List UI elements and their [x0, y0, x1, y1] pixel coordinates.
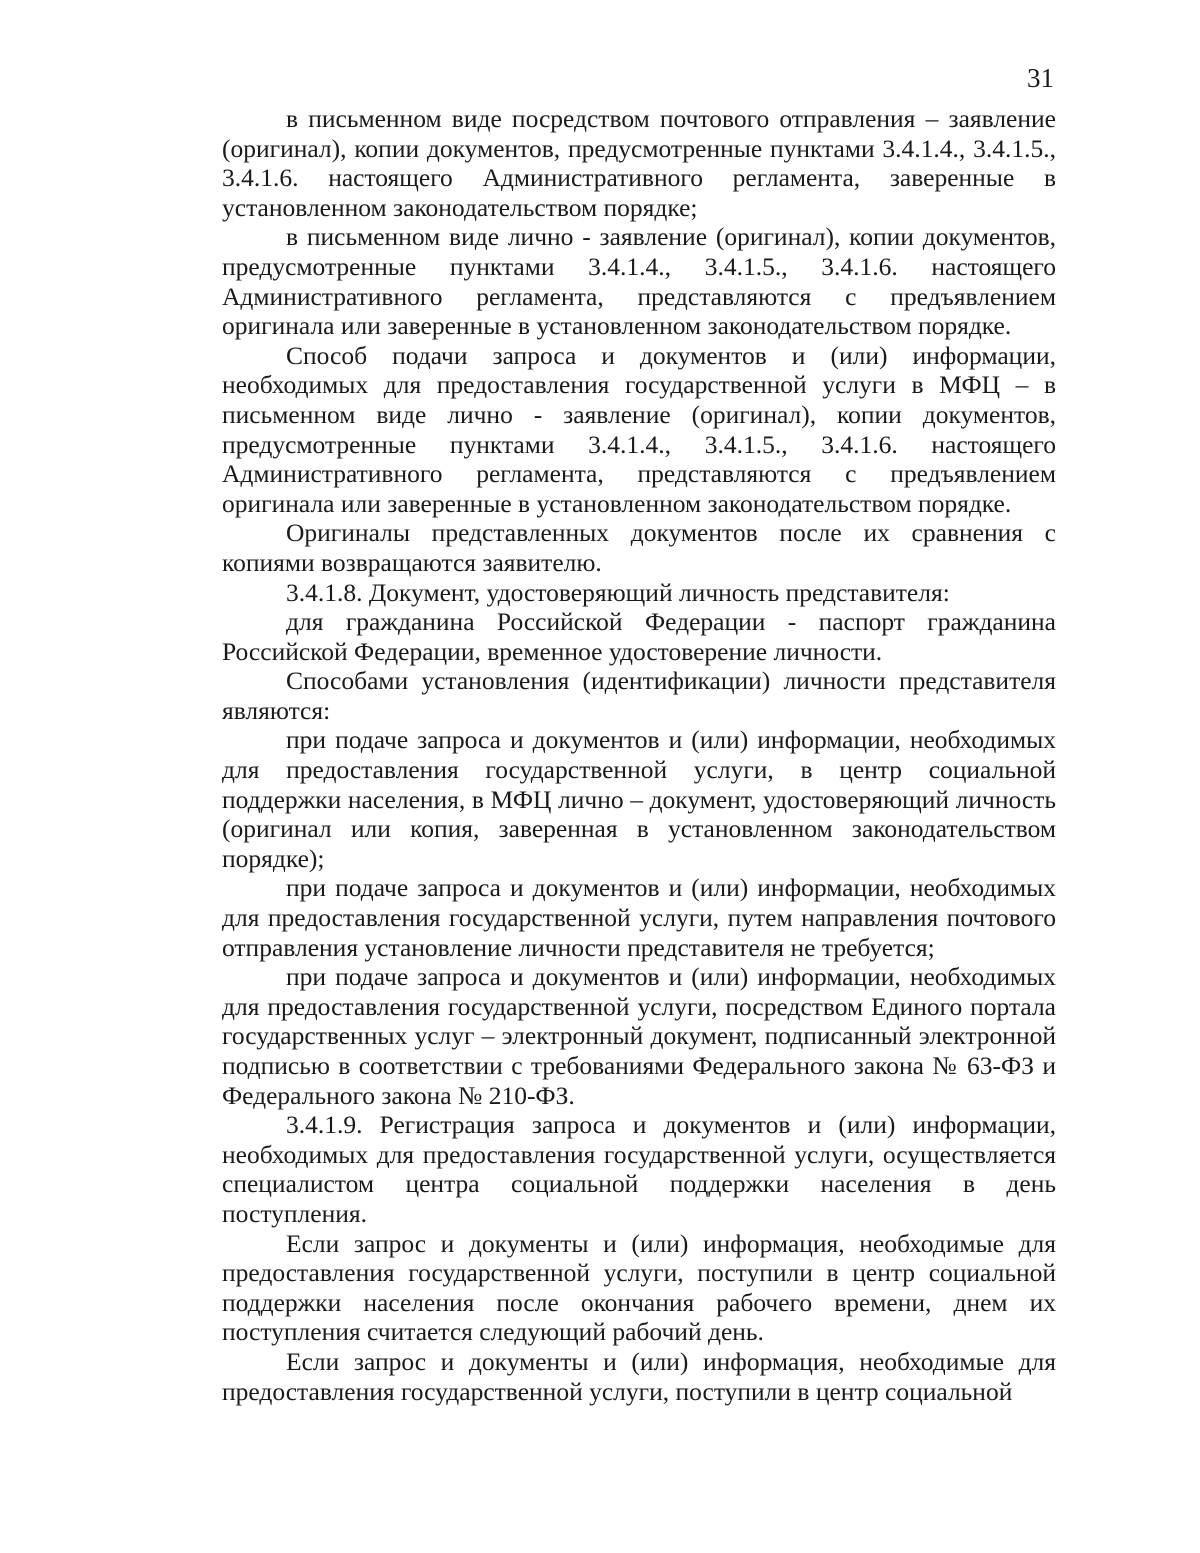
- document-body: [222, 104, 1056, 1406]
- paragraph-identification-in-person: при подаче запроса и документов и (или) информации, необходимых для предоставления государственной услуги, в центр социальной поддержки населения, в МФЦ лично – документ, удостоверяющий личность (оригинал или копия, заверенная в установленном законодательством порядке);: [222, 725, 1056, 873]
- paragraph-identification-portal: при подаче запроса и документов и (или) информации, необходимых для предоставления государственной услуги, посредством Единого портала государственных услуг – электронный документ, подписанный электронной подписью в соответствии с требованиями Федерального закона № 63-ФЗ и Федерального закона № 210-ФЗ.: [222, 962, 1056, 1110]
- paragraph-identification-methods: Способами установления (идентификации) личности представителя являются:: [222, 666, 1056, 725]
- page-number: 31: [1027, 63, 1054, 93]
- paragraph-citizen-passport: для гражданина Российской Федерации - паспорт гражданина Российской Федерации, временное удостоверение личности.: [222, 607, 1056, 666]
- paragraph-section-3-4-1-9: 3.4.1.9. Регистрация запроса и документов и (или) информации, необходимых для предоставления государственной услуги, осуществляется специалистом центра социальной поддержки населения в день поступления.: [222, 1110, 1056, 1228]
- paragraph-postal-submission: в письменном виде посредством почтового отправления – заявление (оригинал), копии документов, предусмотренные пунктами 3.4.1.4., 3.4.1.5., 3.4.1.6. настоящего Административного регламента, заверенные в установленном законодательством порядке;: [222, 104, 1056, 222]
- paragraph-section-3-4-1-8: 3.4.1.8. Документ, удостоверяющий личность представителя:: [286, 577, 950, 607]
- paragraph-identification-postal: при подаче запроса и документов и (или) информации, необходимых для предоставления государственной услуги, путем направления почтового отправления установление личности представителя не требуется;: [222, 873, 1056, 962]
- paragraph-continued: Если запрос и документы и (или) информация, необходимые для предоставления государственной услуги, поступили в центр социальной: [222, 1346, 1056, 1406]
- paragraph-after-hours-receipt: Если запрос и документы и (или) информация, необходимые для предоставления государственной услуги, поступили в центр социальной поддержки населения после окончания рабочего времени, днем их поступления считается следующий рабочий день.: [222, 1228, 1056, 1347]
- paragraph-originals-returned: Оригиналы представленных документов после их сравнения с копиями возвращаются заявителю.: [222, 518, 1056, 577]
- paragraph-personal-submission: в письменном виде лично - заявление (оригинал), копии документов, предусмотренные пунктами 3.4.1.4., 3.4.1.5., 3.4.1.6. настоящего Административного регламента, представляются с предъявлением оригинала или заверенные в установленном законодательством порядке.: [222, 222, 1056, 341]
- paragraph-mfc-submission: Способ подачи запроса и документов и (или) информации, необходимых для предоставления государственной услуги в МФЦ – в письменном виде лично - заявление (оригинал), копии документов, предусмотренные пунктами 3.4.1.4., 3.4.1.5., 3.4.1.6. настоящего Административного регламента, представляются с предъявлением оригинала или заверенные в установленном законодательством порядке.: [222, 340, 1056, 518]
